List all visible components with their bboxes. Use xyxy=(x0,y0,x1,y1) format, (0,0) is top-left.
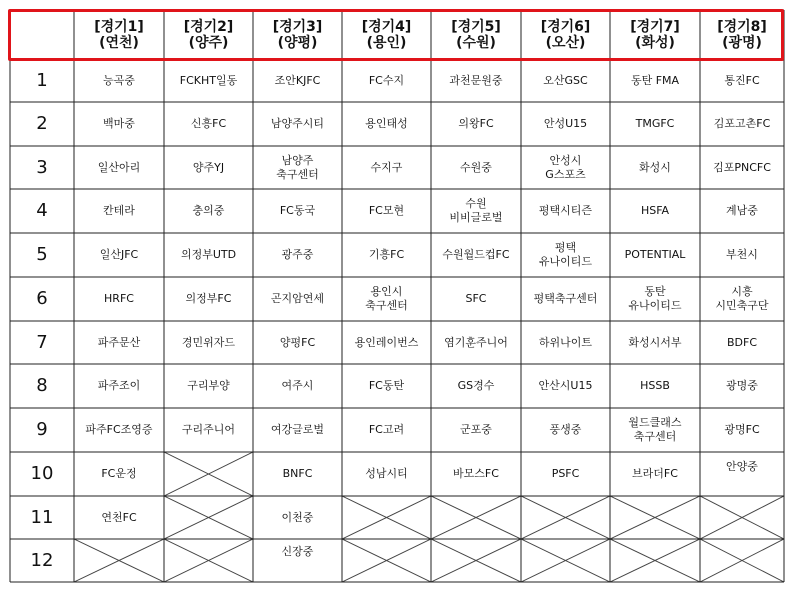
club-cell: 김포고촌FC xyxy=(713,117,771,130)
club-cell: BDFC xyxy=(726,335,758,349)
club-cell: 바모스FC xyxy=(453,467,499,480)
club-cell: FC수지 xyxy=(368,73,405,87)
column-header: [경기4] (용인) xyxy=(361,18,412,51)
empty-crossed-cell xyxy=(164,452,253,496)
club-cell: 염기훈주니어 xyxy=(444,335,508,349)
empty-crossed-cell xyxy=(342,496,431,539)
club-cell: 성남시티 xyxy=(365,467,408,480)
club-cell: 구리부양 xyxy=(187,379,230,392)
club-cell: 용인시 축구센터 xyxy=(365,285,408,312)
row-number: 7 xyxy=(36,331,48,353)
club-cell: 수원 비비글로벌 xyxy=(449,197,503,224)
row-number: 6 xyxy=(36,288,48,309)
club-cell: 연천FC xyxy=(101,510,137,524)
club-cell: HSFA xyxy=(640,204,670,217)
empty-crossed-cell xyxy=(521,496,610,539)
club-cell: FC모현 xyxy=(368,204,405,217)
club-cell: 여주시 xyxy=(281,379,314,392)
club-cell: 통진FC xyxy=(724,73,760,87)
header-highlight-box xyxy=(8,9,784,61)
club-cell: 일산아리 xyxy=(97,160,141,174)
club-cell: 파주FC조영증 xyxy=(85,423,153,436)
column-header: [경기1] (연천) xyxy=(94,18,144,51)
club-cell: TMGFC xyxy=(635,117,675,130)
club-cell: 안성시 G스포츠 xyxy=(545,153,586,181)
club-cell: 오산GSC xyxy=(543,73,588,87)
club-cell: 일산JFC xyxy=(99,248,139,261)
club-cell: 남양주시티 xyxy=(270,117,325,130)
row-number: 1 xyxy=(36,69,48,91)
column-header: [경기6] (오산) xyxy=(540,18,591,51)
empty-crossed-cell xyxy=(610,496,700,539)
club-cell: 수원중 xyxy=(460,160,492,174)
row-number: 12 xyxy=(30,549,54,571)
club-cell: FC동탄 xyxy=(368,379,405,392)
empty-crossed-cell xyxy=(700,496,784,539)
club-cell: 능곡중 xyxy=(103,73,135,87)
club-cell: PSFC xyxy=(551,467,580,480)
club-cell: 파주문산 xyxy=(97,335,141,349)
club-cell: 여강글로벌 xyxy=(270,423,325,436)
club-cell: 화성시 xyxy=(639,160,671,174)
club-cell: 파주조이 xyxy=(97,379,141,392)
club-cell: FC동국 xyxy=(279,204,316,217)
club-cell: 신흥FC xyxy=(190,117,227,130)
club-cell: 용인태성 xyxy=(365,117,408,130)
row-number: 9 xyxy=(36,419,48,440)
club-cell: 남양주 축구센터 xyxy=(276,153,319,181)
club-cell: 화성시서부 xyxy=(628,335,682,349)
club-cell: 월드클래스 축구센터 xyxy=(628,416,682,443)
club-cell: 칸테라 xyxy=(103,204,135,217)
club-cell: HRFC xyxy=(104,292,134,305)
club-cell: 양주YJ xyxy=(192,160,225,174)
empty-crossed-cell xyxy=(164,496,253,539)
club-cell: 양평FC xyxy=(279,335,316,349)
row-number: 11 xyxy=(30,506,54,528)
club-cell: 광명중 xyxy=(726,379,758,392)
club-cell: 평택 유나이티드 xyxy=(538,241,593,268)
row-number: 5 xyxy=(36,244,48,265)
club-cell: 의왕FC xyxy=(458,117,494,130)
club-cell: 군포중 xyxy=(460,423,492,436)
club-cell: 기흥FC xyxy=(368,248,405,261)
row-number: 2 xyxy=(36,113,48,134)
row-number: 3 xyxy=(36,156,48,178)
club-cell: 백마중 xyxy=(103,117,135,130)
club-cell: 시흥 시민축구단 xyxy=(715,285,769,312)
club-cell: 충의중 xyxy=(192,204,225,217)
club-cell: SFC xyxy=(465,292,487,305)
club-cell: 안양중 xyxy=(726,460,758,473)
club-cell: POTENTIAL xyxy=(624,248,686,261)
club-cell: 동탄 FMA xyxy=(630,73,680,87)
club-cell: FC운정 xyxy=(101,467,137,480)
club-cell: 풍생중 xyxy=(549,423,582,436)
empty-crossed-cell xyxy=(700,539,784,582)
column-header: [경기5] (수원) xyxy=(451,18,501,51)
club-cell: 안산시U15 xyxy=(538,379,593,392)
club-cell: BNFC xyxy=(282,467,313,480)
empty-crossed-cell xyxy=(610,539,700,582)
club-cell: 안성U15 xyxy=(543,117,588,130)
club-cell: 브라더FC xyxy=(632,467,678,480)
club-cell: 이천중 xyxy=(281,510,314,524)
club-cell: 평택축구센터 xyxy=(533,292,598,305)
club-table xyxy=(10,10,784,582)
column-header: [경기7] (화성) xyxy=(630,18,680,51)
club-cell: 조안KJFC xyxy=(274,73,321,87)
club-cell: 광명FC xyxy=(724,423,760,436)
club-cell: HSSB xyxy=(640,379,670,392)
club-cell: FC고려 xyxy=(368,423,405,436)
club-cell: 계남중 xyxy=(726,204,758,217)
club-cell: 의정부FC xyxy=(185,292,232,305)
club-cell: 신장중 xyxy=(281,545,314,558)
empty-crossed-cell xyxy=(431,539,521,582)
club-cell: 동탄 유나이티드 xyxy=(628,285,682,312)
empty-crossed-cell xyxy=(521,539,610,582)
club-cell: 곤지암연세 xyxy=(270,292,325,305)
empty-crossed-cell xyxy=(164,539,253,582)
club-cell: 하위나이트 xyxy=(538,335,593,349)
column-header: [경기3] (양평) xyxy=(272,18,323,51)
club-cell: 경민위자드 xyxy=(181,335,236,349)
club-cell: 수원월드컵FC xyxy=(442,248,510,261)
club-cell: 과천문원중 xyxy=(449,73,503,87)
column-header: [경기2] (양주) xyxy=(183,18,234,51)
club-cell: 평택시티즌 xyxy=(538,204,593,217)
empty-crossed-cell xyxy=(74,539,164,582)
club-cell: 의정부UTD xyxy=(180,248,237,261)
empty-crossed-cell xyxy=(431,496,521,539)
row-number: 4 xyxy=(36,200,48,221)
club-cell: 용인레이번스 xyxy=(354,335,419,349)
club-cell: 구리주니어 xyxy=(181,423,236,436)
club-cell: 김포PNCFC xyxy=(713,160,771,174)
column-header: [경기8] (광명) xyxy=(717,18,767,51)
row-number: 10 xyxy=(30,463,54,484)
club-cell: 부천시 xyxy=(726,248,758,261)
club-cell: FCKHT일동 xyxy=(179,73,238,87)
club-cell: 광주중 xyxy=(281,248,314,261)
club-cell: 수지구 xyxy=(370,160,403,174)
row-number: 8 xyxy=(36,375,48,396)
club-cell: GS경수 xyxy=(457,379,495,392)
empty-crossed-cell xyxy=(342,539,431,582)
